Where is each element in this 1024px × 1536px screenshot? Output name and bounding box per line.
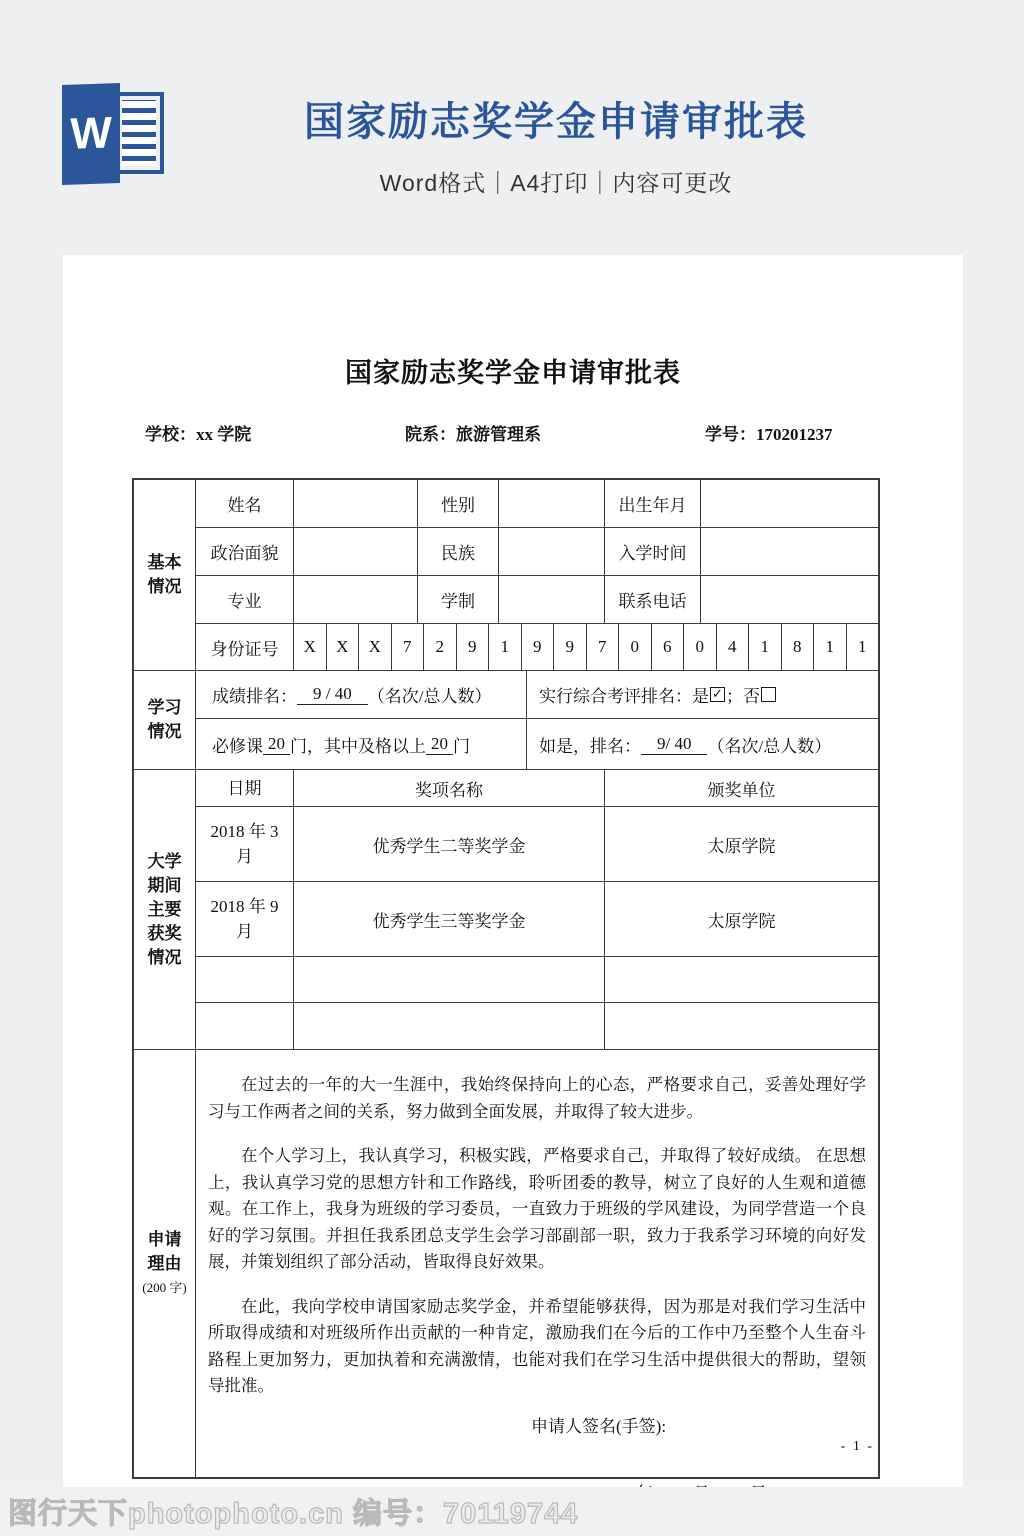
doc-title: 国家励志奖学金申请审批表 — [345, 358, 681, 388]
id-digit-cell: 1 — [814, 624, 847, 670]
label-phone: 联系电话 — [605, 576, 701, 623]
label-political: 政治面貌 — [196, 528, 294, 575]
document-page — [63, 255, 963, 1536]
award-name: 优秀学生三等奖学金 — [294, 882, 605, 956]
watermark-text: 图行天下photophoto.cn 编号：70119744 — [8, 1498, 579, 1530]
label-enroll-time: 入学时间 — [605, 528, 701, 575]
id-digit-cell: 1 — [489, 624, 522, 670]
reason-paragraph: 在此，我向学校申请国家励志奖学金，并希望能够获得，因为那是对我们学习生活中所取得成绩和对班级所作出贡献的一种肯定，激励我们在今后的工作中乃至整个人生奋斗路程上更加努力，更加执着和充满激情，也能对我们在学习生活中提供很大的帮助，望领导批准。 — [208, 1296, 866, 1395]
id-digit-cell: 0 — [619, 624, 652, 670]
label-id-number: 身份证号 — [196, 624, 294, 670]
label-major: 专业 — [196, 576, 294, 623]
section-study-info — [134, 671, 878, 770]
if-rank-value: 9/ 40 — [641, 734, 707, 755]
label-ethnic: 民族 — [418, 528, 499, 575]
required-courses-cell — [196, 719, 527, 769]
id-digit-cell: 1 — [858, 637, 867, 656]
value-program-length — [499, 576, 605, 623]
table-row — [196, 480, 878, 528]
grade-rank-prefix: 成绩排名： — [212, 687, 297, 706]
award-issuer: 太原学院 — [707, 911, 776, 931]
courses-p2: 门，其中及格以上 — [290, 736, 426, 756]
checkbox-unchecked-icon — [761, 687, 776, 702]
grade-rank-cell — [196, 671, 527, 718]
award-row-empty — [196, 957, 878, 1003]
watermark-bar — [0, 1487, 1024, 1536]
id-digit-cell: X — [327, 624, 360, 670]
award-row-empty — [196, 1003, 878, 1049]
id-digit-cell: 2 — [424, 624, 457, 670]
courses-count: 20 — [263, 734, 290, 755]
word-letter-icon: W — [62, 83, 120, 185]
id-digit-cell: 9 — [457, 624, 490, 670]
label-gender: 性别 — [418, 480, 499, 527]
award-name: 优秀学生二等奖学金 — [294, 807, 605, 881]
award-date — [196, 1003, 294, 1049]
id-digit-cell: 1 — [749, 624, 782, 670]
id-digit-cell: 7 — [392, 624, 425, 670]
value-political — [294, 528, 418, 575]
value-major — [294, 576, 418, 623]
award-date — [196, 957, 294, 1002]
doc-meta-row — [63, 420, 963, 444]
table-row — [196, 719, 878, 769]
section-awards — [134, 770, 878, 1050]
award-issuer — [605, 1003, 878, 1049]
value-enroll-time — [701, 528, 878, 575]
id-digit-cell: 7 — [587, 624, 620, 670]
courses-p3: 门 — [453, 736, 470, 756]
id-digit-cell: 6 — [652, 624, 685, 670]
eval-mid: ；否 — [726, 687, 760, 706]
table-row — [196, 576, 878, 624]
header-date: 日期 — [196, 770, 294, 806]
id-digit-cell: 0 — [684, 624, 717, 670]
section-label-study: 学习情况 — [134, 671, 196, 769]
template-banner — [0, 0, 1024, 230]
courses-passed-count: 20 — [426, 734, 453, 755]
label-program-length: 学制 — [418, 576, 499, 623]
table-row — [196, 1050, 878, 1477]
award-issuer — [605, 957, 878, 1002]
header-award-name: 奖项名称 — [294, 770, 605, 806]
checkbox-checked-icon: ✓ — [710, 687, 725, 702]
id-number-row — [196, 624, 878, 670]
if-rank-prefix: 如是，排名： — [539, 736, 641, 756]
value-phone — [701, 576, 878, 623]
grade-rank-suffix: （名次/总人数） — [367, 687, 492, 706]
section-basic-info — [134, 480, 878, 671]
table-row — [196, 528, 878, 576]
eval-prefix: 实行综合考评排名：是 — [539, 687, 709, 706]
banner-title: 国家励志奖学金申请审批表 — [304, 100, 808, 144]
if-rank-cell — [527, 719, 878, 769]
if-rank-suffix: （名次/总人数） — [707, 736, 832, 756]
id-digit-cell: X — [359, 624, 392, 670]
comprehensive-eval-cell — [527, 671, 878, 718]
banner-subtitle: Word格式｜A4打印｜内容可更改 — [379, 170, 733, 196]
awards-header-row — [196, 770, 878, 807]
meta-department: 院系：旅游管理系 — [405, 425, 541, 444]
award-issuer: 太原学院 — [707, 836, 776, 856]
section-label-reason — [134, 1050, 196, 1477]
value-name — [294, 480, 418, 527]
award-row — [196, 807, 878, 882]
award-date: 2018 年 9 月 — [196, 882, 294, 956]
award-name — [294, 1003, 605, 1049]
reason-text-cell — [196, 1050, 878, 1477]
value-ethnic — [499, 528, 605, 575]
section-label-awards: 大学期间主要获奖情况 — [134, 770, 196, 1049]
header-issuer: 颁奖单位 — [707, 780, 776, 800]
application-table — [132, 478, 880, 1479]
id-digit-cell: 9 — [522, 624, 555, 670]
table-row — [196, 671, 878, 719]
reason-label-text: 申请理由 — [147, 1229, 182, 1273]
award-name — [294, 957, 605, 1002]
meta-student-id: 学号：170201237 — [705, 425, 833, 444]
page-number: - 1 - — [840, 1439, 874, 1454]
reason-paragraph: 在个人学习上，我认真学习，积极实践，严格要求自己，并取得了较好成绩。 在思想上，我认真学习党的思想方针和工作路线，聆听团委的教导，树立了良好的人生观和道德观。在工作上，我身为班级的学习委员，一直致力于班级的学风建设，为同学营造一个良好的学习氛围。并担任我系团总支学生会学习部副部一职，致力于我系学习环境的向好发展，并策划组织了部分活动，皆取得良好效果。 — [208, 1146, 866, 1271]
courses-p1: 必修课 — [212, 736, 263, 756]
meta-school: 学校：xx 学院 — [145, 425, 252, 444]
value-birth — [701, 480, 878, 527]
id-digit-cell: X — [294, 624, 327, 670]
label-name: 姓名 — [196, 480, 294, 527]
id-digit-cell: 9 — [554, 624, 587, 670]
label-birth: 出生年月 — [605, 480, 701, 527]
signature-label: 申请人签名(手签): — [531, 1416, 667, 1436]
reason-word-limit: (200 字) — [142, 1279, 187, 1295]
section-reason — [134, 1050, 878, 1477]
award-date: 2018 年 3 月 — [196, 807, 294, 881]
grade-rank-value: 9 / 40 — [297, 684, 368, 705]
award-row — [196, 882, 878, 957]
reason-paragraph: 在过去的一年的大一生涯中，我始终保持向上的心态，严格要求自己，妥善处理好学习与工作两者之间的关系，努力做到全面发展，并取得了较大进步。 — [208, 1075, 866, 1121]
section-label-basic: 基本情况 — [134, 480, 196, 670]
id-digit-cell: 8 — [782, 624, 815, 670]
value-gender — [499, 480, 605, 527]
id-digit-cell: 4 — [717, 624, 750, 670]
